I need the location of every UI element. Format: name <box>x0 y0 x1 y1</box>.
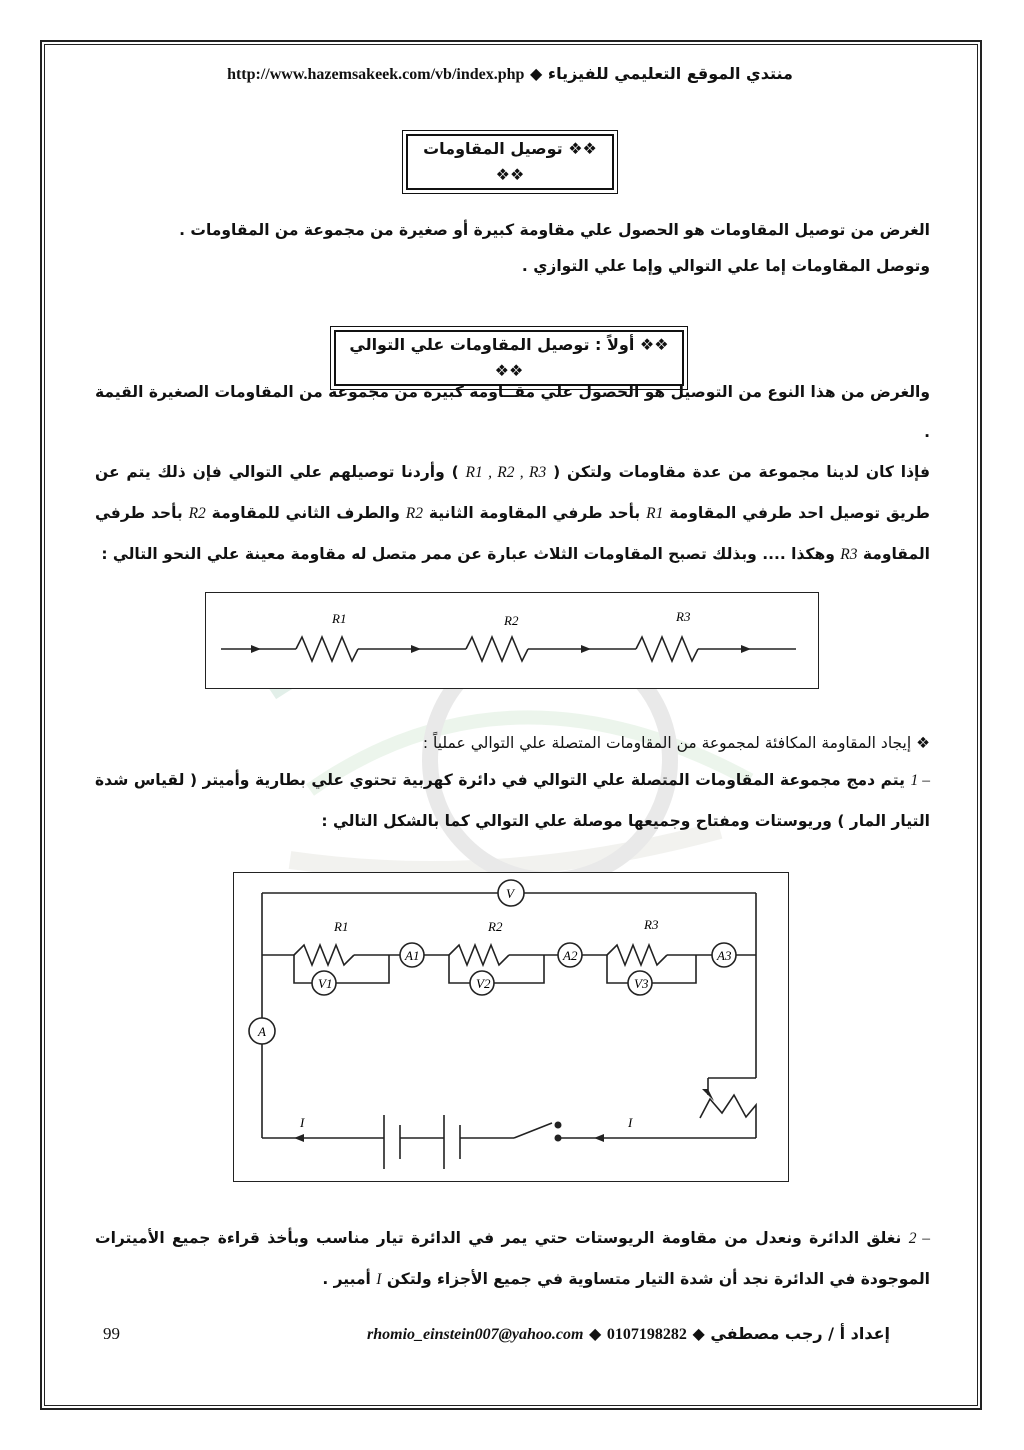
step2-text-end: أمبير . <box>322 1270 371 1288</box>
page-header <box>90 64 930 84</box>
symbol-r2: R2 <box>188 505 206 522</box>
author-credit: إعداد أ / رجب مصطفي <box>710 1324 890 1343</box>
fig1-label-r3: R3 <box>676 609 691 624</box>
current-symbol: I <box>376 1271 382 1288</box>
section1-paragraph <box>95 372 930 575</box>
page-number: 99 <box>103 1324 120 1343</box>
voltmeter-v3-label: V3 <box>634 976 649 991</box>
text-part: وهكذا .... وبذلك تصبح المقاومات الثلاث عبارة عن ممر متصل له مقاومة معينة علي النحو التالي : <box>101 545 835 563</box>
text-part: والطرف الثاني للمقاومة <box>211 504 400 522</box>
intro-line-1: الغرض من توصيل المقاومات هو الحصول علي مقاومة كبيرة أو صغيرة من مجموعة من المقاومات . <box>179 221 930 239</box>
resistor-r1-label: R1 <box>334 919 349 934</box>
header-url[interactable]: http://www.hazemsakeek.com/vb/index.php <box>227 66 525 83</box>
text-part: بأحد طرفي المقاومة <box>95 504 930 563</box>
practical-heading: ❖ إيجاد المقاومة المكافئة لمجموعة من المقاومات المتصلة علي التوالي عملياً : <box>422 734 930 752</box>
series-diagram <box>206 593 818 688</box>
series-explanation <box>95 452 930 575</box>
ammeter-a3-label: A3 <box>717 948 732 963</box>
phone-number: 0107198282 <box>606 1326 687 1343</box>
step2-number: 2 – <box>908 1230 930 1247</box>
intro-paragraph <box>95 210 930 286</box>
purpose-text: والغرض من هذا النوع من التوصيل هو الحصول علي مقــاومة كبيرة من مجموعة من المقاومات الصغيرة القيمة . <box>95 383 930 441</box>
circuit-diagram <box>234 873 788 1181</box>
resistor-r3-label: R3 <box>644 917 659 932</box>
step1-text: يتم دمج مجموعة المقاومات المتصلة علي التوالي في دائرة كهربية تحتوي علي بطارية وأميتر ( لقياس شدة التيار المار ) وريوستات ومفتاح وجميعها موصلة علي التوالي كما بالشكل التالي : <box>95 771 930 830</box>
footer-separator: ◆ <box>589 1324 602 1343</box>
symbol-r1: R1 <box>646 505 664 522</box>
header-separator: ◆ <box>530 64 543 83</box>
step1-line <box>95 760 930 841</box>
page-footer <box>95 1322 930 1352</box>
symbol-r2: R2 <box>405 505 423 522</box>
fig1-label-r2: R2 <box>504 613 519 628</box>
voltmeter-v1-label: V1 <box>318 976 333 991</box>
email-address[interactable]: rhomio_einstein007@yahoo.com <box>367 1326 584 1343</box>
text-part: ) وأردنا توصيلهم علي التوالي فإن ذلك يتم عن طريق توصيل احد طرفي المقاومة <box>95 463 931 522</box>
fig1-label-r1: R1 <box>332 611 347 626</box>
voltmeter-total-label: V <box>506 886 514 901</box>
current-label-right: I <box>628 1115 633 1130</box>
current-label-left: I <box>300 1115 305 1130</box>
main-title: ❖❖ توصيل المقاومات ❖❖ <box>406 134 614 190</box>
circuit-figure <box>233 872 789 1182</box>
header-site: منتدي الموقع التعليمي للفيزياء <box>547 64 793 83</box>
resistors-list: R1 , R2 , R3 <box>465 464 547 481</box>
section1-title: ❖❖ أولاً : توصيل المقاومات علي التوالي ❖❖ <box>334 330 684 386</box>
footer-credit <box>367 1324 890 1344</box>
voltmeter-v2-label: V2 <box>476 976 491 991</box>
intro-line-2: وتوصل المقاومات إما علي التوالي وإما علي التوازي . <box>521 257 930 275</box>
step2-line <box>95 1218 930 1300</box>
main-title-box <box>402 130 618 194</box>
text-part: فإذا كان لدينا مجموعة من عدة مقاومات ولتكن ( <box>553 463 930 481</box>
step2-paragraph <box>95 1218 930 1300</box>
resistor-r2-label: R2 <box>488 919 503 934</box>
main-ammeter-label: A <box>258 1024 266 1039</box>
ammeter-a2-label: A2 <box>563 948 578 963</box>
symbol-r3: R3 <box>840 546 858 563</box>
step2-text: نغلق الدائرة ونعدل من مقاومة الريوستات حتي يمر في الدائرة تيار مناسب وبأخذ قراءة جميع الأميترات الموجودة في الدائرة نجد أن شدة التيار متساوية في جميع الأجزاء ولتكن <box>95 1229 930 1288</box>
step1-number: 1 – <box>910 772 930 789</box>
series-figure <box>205 592 819 689</box>
ammeter-a1-label: A1 <box>405 948 420 963</box>
footer-separator: ◆ <box>692 1324 705 1343</box>
step1-paragraph <box>95 760 930 841</box>
text-part: بأحد طرفي المقاومة الثانية <box>428 504 641 522</box>
